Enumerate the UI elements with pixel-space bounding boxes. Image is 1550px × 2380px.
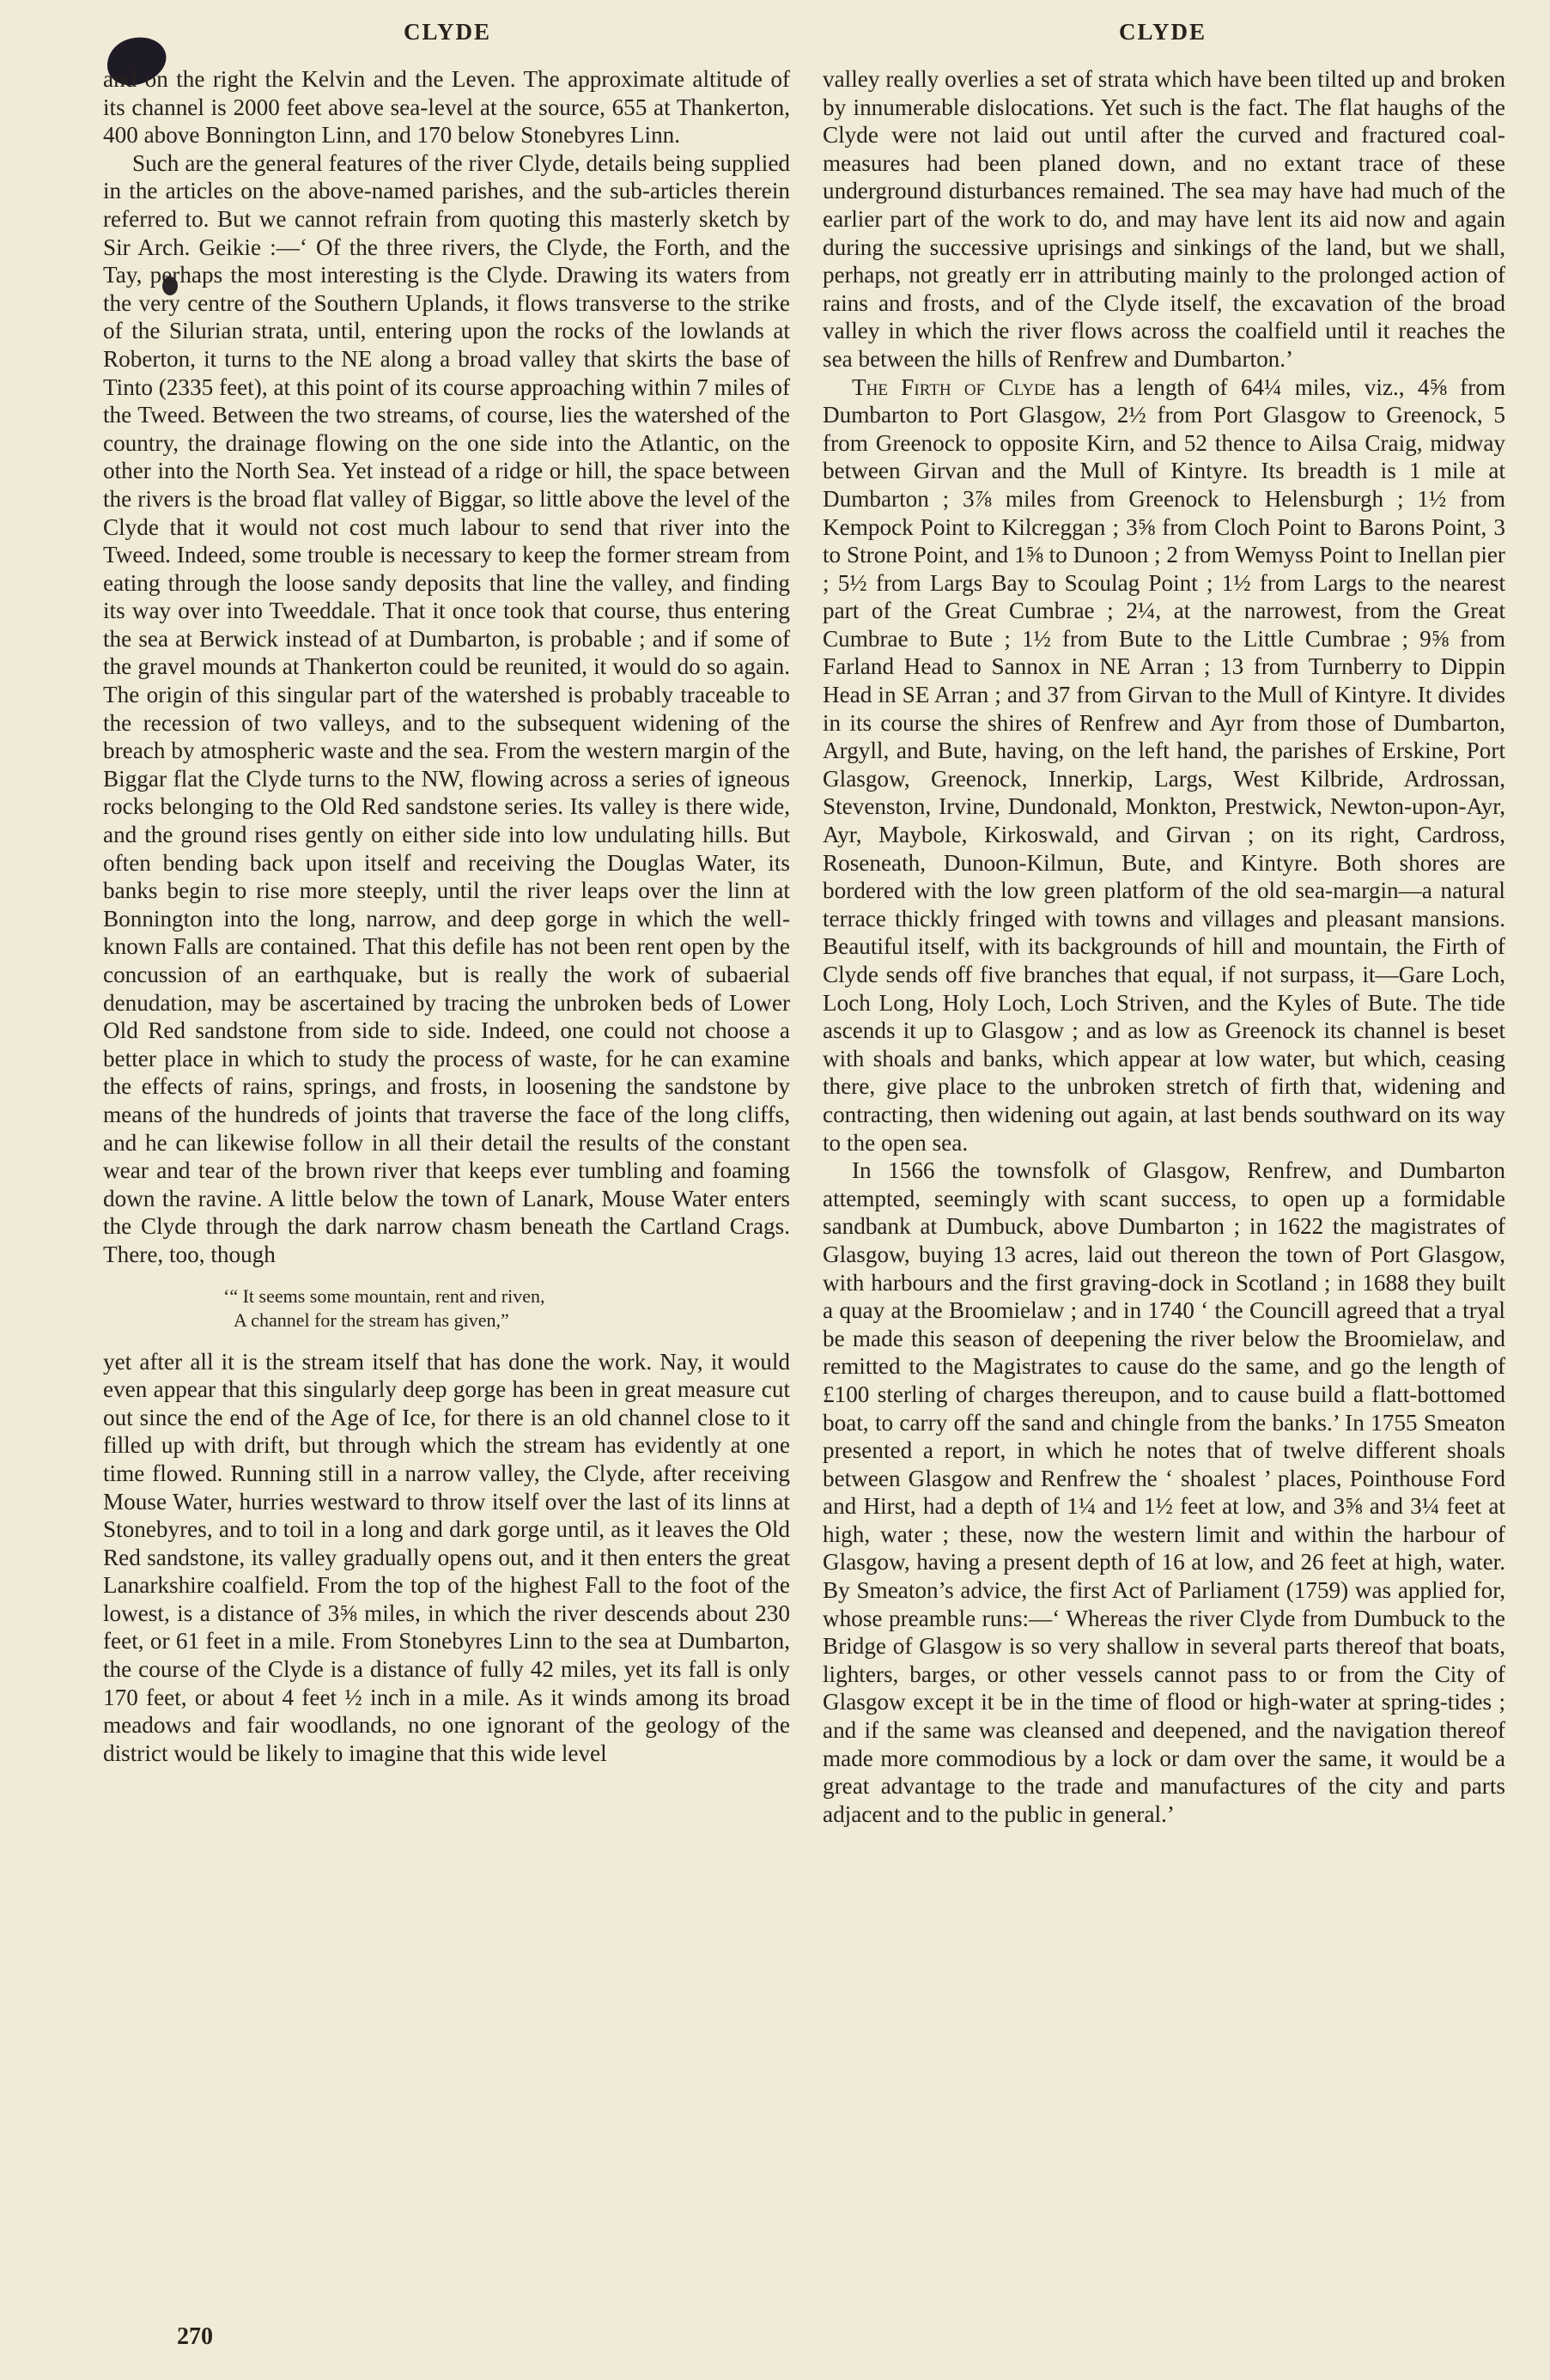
page-number: 270	[177, 2323, 213, 2350]
paragraph-valley: valley really overlies a set of strata which have been tilted up and broken by innumerable dislocations. Yet such is the fact. The flat haughs of the Clyde were not laid out until after the curved and fractured coal-measures had been planed down, and no extant trace of these underground disturbances remained. The sea may have had much of the earlier part of the work to do, and may have lent its aid now and again during the successive uprisings and sinkings of the land, but we shall, perhaps, not greatly err in attributing mainly to the prolonged action of rains and frosts, and of the Clyde itself, the excavation of the broad valley in which the river flows across the coalfield until it reaches the sea between the hills of Renfrew and Dumbarton.’	[823, 66, 1505, 372]
running-head-right: CLYDE	[1119, 19, 1207, 45]
firth-of-clyde-heading: The Firth of Clyde	[852, 373, 1056, 400]
verse-line-2: A channel for the stream has given,”	[234, 1308, 509, 1331]
firth-text: has a length of 64¼ miles, viz., 4⅝ from Dumbarton to Port Glasgow, 2½ from Port Glasgow to Greenock, 5 from Greenock to opposite Kirn, and 52 thence to Ailsa Craig, midway between Girvan and the Mull of Kintyre. Its breadth is 1 mile at Dumbarton ; 3⅞ miles from Greenock to Helensburgh ; 1½ from Kempock Point to Kilcreggan ; 3⅝ from Cloch Point to Barons Point, 3 to Strone Point, and 1⅝ to Dunoon ; 2 from Wemyss Point to Inellan pier ; 5½ from Largs Bay to Scoulag Point ; 1½ from Largs to the nearest part of the Great Cumbrae ; 2¼, at the narrowest, from the Great Cumbrae to Bute ; 1½ from Bute to the Little Cumbrae ; 9⅝ from Farland Head to Sannox in NE Arran ; 13 from Turnberry to Dippin Head in SE Arran ; and 37 from Girvan to the Mull of Kintyre. It divides in its course the shires of Renfrew and Ayr from those of Dumbarton, Argyll, and Bute, having, on the left hand, the parishes of Erskine, Port Glasgow, Greenock, Innerkip, Largs, West Kilbride, Ardrossan, Stevenston, Irvine, Dundonald, Monkton, Prestwick, Newton-upon-Ayr, Ayr, Maybole, Kirkoswald, and Girvan ; on its right, Cardross, Roseneath, Dunoon-Kilmun, Bute, and Kintyre. Both shores are bordered with the low green platform of the old sea-margin—a natural terrace thickly fringed with towns and villages and pleasant mansions. Beautiful itself, with its backgrounds of hill and mountain, the Firth of Clyde sends off five branches that equal, if not surpass, it—Gare Loch, Loch Long, Holy Loch, Loch Striven, and the Kyles of Bute. The tide ascends it up to Glasgow ; and as low as Greenock its channel is beset with shoals and banks, which appear at low water, but which, ceasing there, give place to the unbroken stretch of firth that, widening and contracting, then widening out again, at last bends southward on its way to the open sea.	[823, 373, 1505, 1156]
paragraph-gorge: yet after all it is the stream itself that has done the work. Nay, it would even appear that this singularly deep gorge has been in great measure cut out since the end of the Age of Ice, for there is an old channel close to it filled up with drift, but through which the stream has evidently at one time flowed. Running still in a narrow valley, the Clyde, after receiving Mouse Water, hurries westward to throw itself over the last of its linns at Stonebyres, and to toil in a long and dark gorge until, as it leaves the Old Red sandstone, its valley gradually opens out, and it then enters the great Lanarkshire coalfield. From the top of the highest Fall to the foot of the lowest, is a distance of 3⅝ miles, in which the river descends about 230 feet, or 61 feet in a mile. From Stonebyres Linn to the sea at Dumbarton, the course of the Clyde is a distance of fully 42 miles, yet its fall is only 170 feet, or about 4 feet ½ inch in a mile. As it winds among its broad meadows and fair woodlands, no one ignorant of the geology of the district would be likely to imagine that this wide level	[103, 1348, 790, 1766]
right-column	[823, 65, 1505, 1828]
paragraph-firth	[823, 373, 1505, 1157]
paragraph-history: In 1566 the townsfolk of Glasgow, Renfrew, and Dumbarton attempted, seemingly with scant success, to open up a formidable sandbank at Dumbuck, above Dumbarton ; in 1622 the magistrates of Glasgow, buying 13 acres, laid out thereon the town of Port Glasgow, with harbours and the first graving-dock in Scotland ; in 1688 they built a quay at the Broomielaw ; and in 1740 ‘ the Councill agreed that a tryal be made this season of deepening the river below the Broomielaw, and remitted to the Magistrates to cause do the same, and go the length of £100 sterling of charges thereupon, and to cause build a flatt-bottomed boat, to carry off the sand and chingle from the banks.’ In 1755 Smeaton presented a report, in which he notes that of twelve different shoals between Glasgow and Renfrew the ‘ shoalest ’ places, Pointhouse Ford and Hirst, had a depth of 1¼ and 1½ feet at low, and 3⅝ and 3¼ feet at high, water ; these, now the western limit and within the harbour of Glasgow, having a present depth of 16 at low, and 26 feet at high, water. By Smeaton’s advice, the first Act of Parliament (1759) was applied for, whose preamble runs:—‘ Whereas the river Clyde from Dumbuck to the Bridge of Glasgow is so very shallow in several parts thereof that boats, lighters, barges, or other vessels cannot pass to or from the City of Glasgow except it be in the time of flood or high-water at spring-tides ; and if the same was cleansed and deepened, and the navigation thereof made more commodious by a lock or dam over the same, it would be a great advantage to the trade and manufactures of the city and parts adjacent and to the public in general.’	[823, 1157, 1505, 1827]
left-column	[103, 65, 790, 1767]
verse-quote	[103, 1284, 790, 1333]
verse-line-1: ‘“ It seems some mountain, rent and riven,	[223, 1284, 545, 1307]
running-head-left: CLYDE	[404, 19, 492, 45]
paragraph-geikie-quote: Such are the general features of the river Clyde, details being supplied in the articles on the above-named parishes, and the sub-articles therein referred to. But we cannot refrain from quoting this masterly sketch by Sir Arch. Geikie :—‘ Of the three rivers, the Clyde, the Forth, and the Tay, perhaps the most interesting is the Clyde. Drawing its waters from the very centre of the Southern Uplands, it flows transverse to the strike of the Silurian strata, until, entering upon the rocks of the lowlands at Roberton, it turns to the NE along a broad valley that skirts the base of Tinto (2335 feet), at this point of its course approaching within 7 miles of the Tweed. Between the two streams, of course, lies the watershed of the country, the drainage flowing on the one side into the Atlantic, on the other into the North Sea. Yet instead of a ridge or hill, the space between the rivers is the broad flat valley of Biggar, so little above the level of the Clyde that it would not cost much labour to send that river into the Tweed. Indeed, some trouble is necessary to keep the former stream from eating through the loose sandy deposits that line the valley, and finding its way over into Tweeddale. That it once took that course, thus entering the sea at Berwick instead of at Dumbarton, is probable ; and if some of the gravel mounds at Thankerton could be reunited, it would do so again. The origin of this singular part of the watershed is probably traceable to the recession of two valleys, and to the subsequent widening of the breach by atmospheric waste and the sea. From the western margin of the Biggar flat the Clyde turns to the NW, flowing across a series of igneous rocks belonging to the Old Red sandstone series. Its valley is there wide, and the ground rises gently on either side into low undulating hills. But often bending back upon itself and receiving the Douglas Water, its banks begin to rise more steeply, until the river leaps over the linn at Bonnington into the long, narrow, and deep gorge in which the well-known Falls are contained. That this defile has not been rent open by the concussion of an earthquake, but is really the work of subaerial denudation, may be ascertained by tracing the unbroken beds of Lower Old Red sandstone from side to side. Indeed, one could not choose a better place in which to study the process of waste, for he can examine the effects of rains, springs, and frosts, in loosening the sandstone by means of the hundreds of joints that traverse the face of the long cliffs, and he can likewise follow in all their detail the results of the constant wear and tear of the brown river that keeps ever tumbling and foaming down the ravine. A little below the town of Lanark, Mouse Water enters the Clyde through the dark narrow chasm beneath the Cartland Crags. There, too, though	[103, 149, 790, 1267]
paragraph-continuation: and on the right the Kelvin and the Leven. The approximate altitude of its channel is 2000 feet above sea-level at the source, 655 at Thankerton, 400 above Bonnington Linn, and 170 below Stonebyres Linn.	[103, 66, 790, 149]
